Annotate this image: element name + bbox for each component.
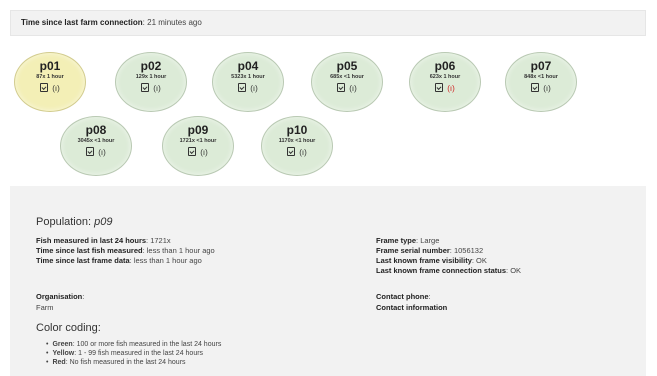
- signal-icon: (ı): [299, 148, 307, 157]
- color-coding-list: [46, 340, 221, 367]
- pen-p07[interactable]: [505, 52, 577, 112]
- clipboard-icon: [435, 83, 443, 92]
- pen-count: 1721x <1 hour: [179, 138, 217, 144]
- pen-p04[interactable]: [212, 52, 284, 112]
- pen-p06[interactable]: [409, 52, 481, 112]
- signal-lost-icon: (ı): [447, 84, 455, 93]
- signal-icon: (ı): [250, 84, 258, 93]
- clipboard-icon: [40, 83, 48, 92]
- clipboard-icon: [188, 147, 196, 156]
- pen-count: 623x 1 hour: [429, 74, 461, 80]
- clipboard-icon: [287, 147, 295, 156]
- signal-icon: (ı): [52, 84, 60, 93]
- pen-count: 129x 1 hour: [135, 74, 167, 80]
- signal-icon: (ı): [543, 84, 551, 93]
- signal-icon: (ı): [153, 84, 161, 93]
- farm-connection-bar: Time since last farm connection: 21 minutes ago: [10, 10, 646, 36]
- pen-name: p02: [140, 59, 162, 73]
- detail-frame-connection: Last known frame connection status: OK: [376, 266, 522, 275]
- legend-red: • Red: No fish measured in the last 24 hours: [46, 358, 221, 367]
- clipboard-icon: [238, 83, 246, 92]
- pen-p05[interactable]: [311, 52, 383, 112]
- detail-frame-visibility: Last known frame visibility: OK: [376, 256, 487, 265]
- pen-name: p07: [530, 59, 552, 73]
- legend-green: • Green: 100 or more fish measured in the last 24 hours: [46, 340, 221, 349]
- pen-name: p06: [434, 59, 456, 73]
- contact-info-label: Contact information: [376, 303, 448, 312]
- legend-yellow: • Yellow: 1 - 99 fish measured in the last 24 hours: [46, 349, 221, 358]
- population-name: p09: [94, 216, 113, 228]
- clipboard-icon: [531, 83, 539, 92]
- contact-phone-label: Contact phone:: [376, 292, 431, 301]
- detail-frame-type: Frame type: Large: [376, 236, 440, 245]
- detail-last-frame-data: Time since last frame data: less than 1 hour ago: [36, 256, 202, 265]
- pen-name: p01: [39, 59, 61, 73]
- pen-p02[interactable]: [115, 52, 187, 112]
- population-info-panel: [10, 186, 646, 376]
- pen-name: p08: [85, 123, 107, 137]
- farm-connection-label: Time since last farm connection: [21, 18, 143, 27]
- pen-name: p09: [187, 123, 209, 137]
- pen-count: 685x <1 hour: [330, 74, 364, 80]
- clipboard-icon: [86, 147, 94, 156]
- signal-icon: (ı): [98, 148, 106, 157]
- pen-name: p04: [237, 59, 259, 73]
- clipboard-icon: [141, 83, 149, 92]
- detail-fish-measured: Fish measured in last 24 hours: 1721x: [36, 236, 171, 245]
- population-title: [36, 216, 112, 228]
- pen-p08[interactable]: [60, 116, 132, 176]
- clipboard-icon: [337, 83, 345, 92]
- signal-icon: (ı): [349, 84, 357, 93]
- pen-overview: [0, 40, 657, 185]
- farm-connection-value: 21 minutes ago: [147, 18, 202, 27]
- organisation-value: Farm: [36, 303, 54, 312]
- pen-count: 848x <1 hour: [524, 74, 558, 80]
- pen-count: 3045x <1 hour: [77, 138, 115, 144]
- pen-name: p10: [286, 123, 308, 137]
- pen-count: 5323x 1 hour: [231, 74, 265, 80]
- pen-p10[interactable]: [261, 116, 333, 176]
- pen-p09[interactable]: [162, 116, 234, 176]
- population-label: Population:: [36, 216, 92, 228]
- pen-name: p05: [336, 59, 358, 73]
- detail-frame-serial: Frame serial number: 1056132: [376, 246, 484, 255]
- detail-last-fish: Time since last fish measured: less than 1 hour ago: [36, 246, 215, 255]
- pen-p01[interactable]: [14, 52, 86, 112]
- color-coding-title: Color coding:: [36, 322, 101, 334]
- pen-count: 87x 1 hour: [36, 74, 64, 80]
- organisation-label: Organisation:: [36, 292, 85, 301]
- signal-icon: (ı): [200, 148, 208, 157]
- pen-count: 1170x <1 hour: [278, 138, 316, 144]
